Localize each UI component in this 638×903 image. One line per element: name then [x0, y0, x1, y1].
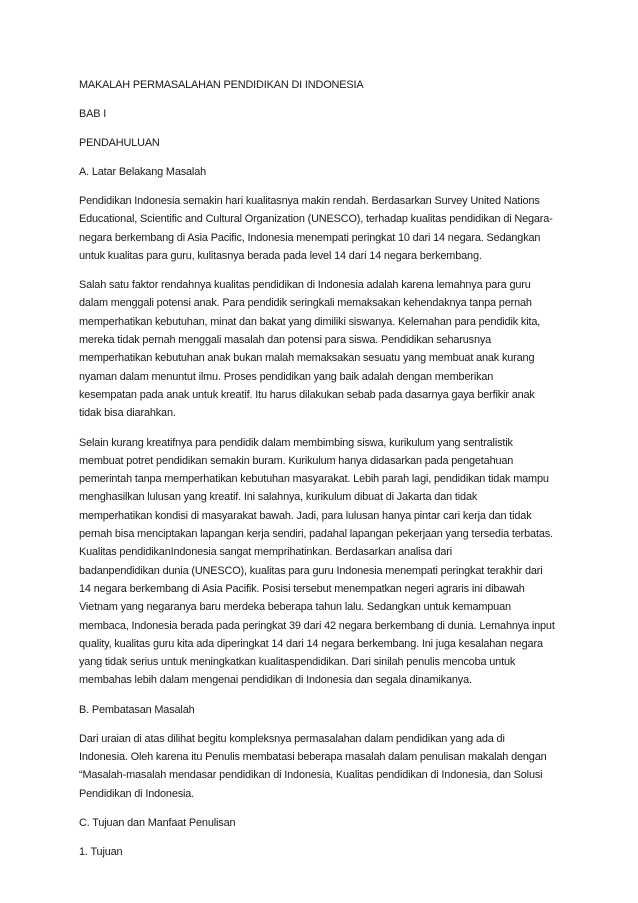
paragraph-line: tidak bisa diarahkan. — [79, 407, 176, 420]
section-heading-a: A. Latar Belakang Masalah — [79, 166, 207, 178]
paragraph-line: yang tidak serius untuk meningkatkan kualitaspendidikan. Dari sinilah penulis mencoba untuk — [79, 656, 516, 669]
paragraph-line: membahas lebih dalam mengenai pendidikan di Indonesia dan segala dinamikanya. — [79, 674, 472, 687]
paragraph-line: menghasilkan lulusan yang kreatif. Ini salahnya, kurikulum dibuat di Jakarta dan tidak — [79, 491, 478, 504]
paragraph-2 — [79, 276, 588, 422]
paragraph-line: memperhatikan kebutuhan anak bukan malah memaksakan sesuatu yang membuat anak kurang — [79, 352, 535, 365]
paragraph-line: memperhatikan kebutuhan, minat dan bakat yang dimiliki siswanya. Kelemahan para pendidik kita, — [79, 315, 541, 328]
paragraph-line: kesempatan pada anak untuk kreatif. Itu harus dilakukan sebab pada dasarnya gaya berfikir anak — [79, 388, 535, 401]
paragraph-line: pernah bisa menciptakan lapangan kerja sendiri, padahal lapangan pekerjaan yang tersedia terbatas. — [79, 528, 553, 541]
subsection-heading-tujuan: 1. Tujuan — [79, 845, 123, 858]
paragraph-line: negara berkembang di Asia Pacific, Indonesia menempati peringkat 10 dari 14 negara. Sedangkan — [79, 231, 541, 244]
document-title: MAKALAH PERMASALAHAN PENDIDIKAN DI INDONESIA — [79, 79, 364, 91]
paragraph-line: “Masalah-masalah mendasar pendidikan di Indonesia, Kualitas pendidikan di Indonesia, dan Solusi — [79, 769, 543, 782]
paragraph-line: untuk kualitas para guru, kulitasnya berada pada level 14 dari 14 negara berkembang. — [79, 249, 482, 262]
paragraph-line: Educational, Scientific and Cultural Organization (UNESCO), terhadap kualitas pendidikan di Negara- — [79, 213, 553, 226]
paragraph-line: Dari uraian di atas dilihat begitu kompleksnya permasalahan dalam pendidikan yang ada di — [79, 732, 505, 745]
paragraph-line: membuat potret pendidikan semakin buram. Kurikulum hanya didasarkan pada pengetahuan — [79, 454, 514, 467]
paragraph-line: Kualitas pendidikanIndonesia sangat memprihatinkan. Berdasarkan analisa dari — [79, 546, 453, 559]
paragraph-line: dalam menggali potensi anak. Para pendidik seringkali memaksakan kehendaknya tanpa pernah — [79, 297, 532, 310]
paragraph-line: 14 negara berkembang di Asia Pacifik. Posisi tersebut menempatkan negeri agraris ini dibawah — [79, 582, 525, 595]
paragraph-4 — [79, 730, 588, 803]
section-heading-b: B. Pembatasan Masalah — [79, 703, 195, 716]
paragraph-3 — [79, 434, 588, 690]
paragraph-line: memperhatikan kondisi di masyarakat bawah. Jadi, para lulusan hanya pintar cari kerja dan tidak — [79, 509, 532, 522]
paragraph-line: membaca, Indonesia berada pada peringkat 39 dari 42 negara berkembang di dunia. Lemahnya input — [79, 619, 555, 632]
paragraph-1 — [79, 192, 588, 265]
paragraph-line: quality, kualitas guru kita ada diperingkat 14 dari 14 negara berkembang. Ini juga kesalahan negara — [79, 637, 543, 650]
paragraph-line: badanpendidikan dunia (UNESCO), kualitas para guru Indonesia menempati peringkat terakhir dari — [79, 564, 543, 577]
paragraph-line: Vietnam yang negaranya baru merdeka beberapa tahun lalu. Sedangkan untuk kemampuan — [79, 601, 511, 614]
paragraph-line: Pendidikan Indonesia semakin hari kualitasnya makin rendah. Berdasarkan Survey United Nations — [79, 195, 540, 207]
paragraph-line: pemerintah tanpa memperhatikan kebutuhan masyarakat. Lebih parah lagi, pendidikan tidak mampu — [79, 473, 549, 486]
chapter-label: BAB I — [79, 108, 107, 120]
chapter-title: PENDAHULUAN — [79, 137, 160, 149]
paragraph-line: Indonesia. Oleh karena itu Penulis membatasi beberapa masalah dalam penulisan makalah dengan — [79, 751, 547, 764]
paragraph-line: Selain kurang kreatifnya para pendidik dalam membimbing siswa, kurikulum yang sentralistik — [79, 436, 513, 449]
paragraph-line: Salah satu faktor rendahnya kualitas pendidikan di Indonesia adalah karena lemahnya para guru — [79, 279, 531, 292]
paragraph-line: mereka tidak pernah menggali masalah dan potensi para siswa. Pendidikan seharusnya — [79, 334, 492, 347]
paragraph-line: nyaman dalam menuntut ilmu. Proses pendidikan yang baik adalah dengan memberikan — [79, 370, 494, 383]
paragraph-line: Pendidikan di Indonesia. — [79, 787, 195, 800]
section-heading-c: C. Tujuan dan Manfaat Penulisan — [79, 816, 236, 829]
